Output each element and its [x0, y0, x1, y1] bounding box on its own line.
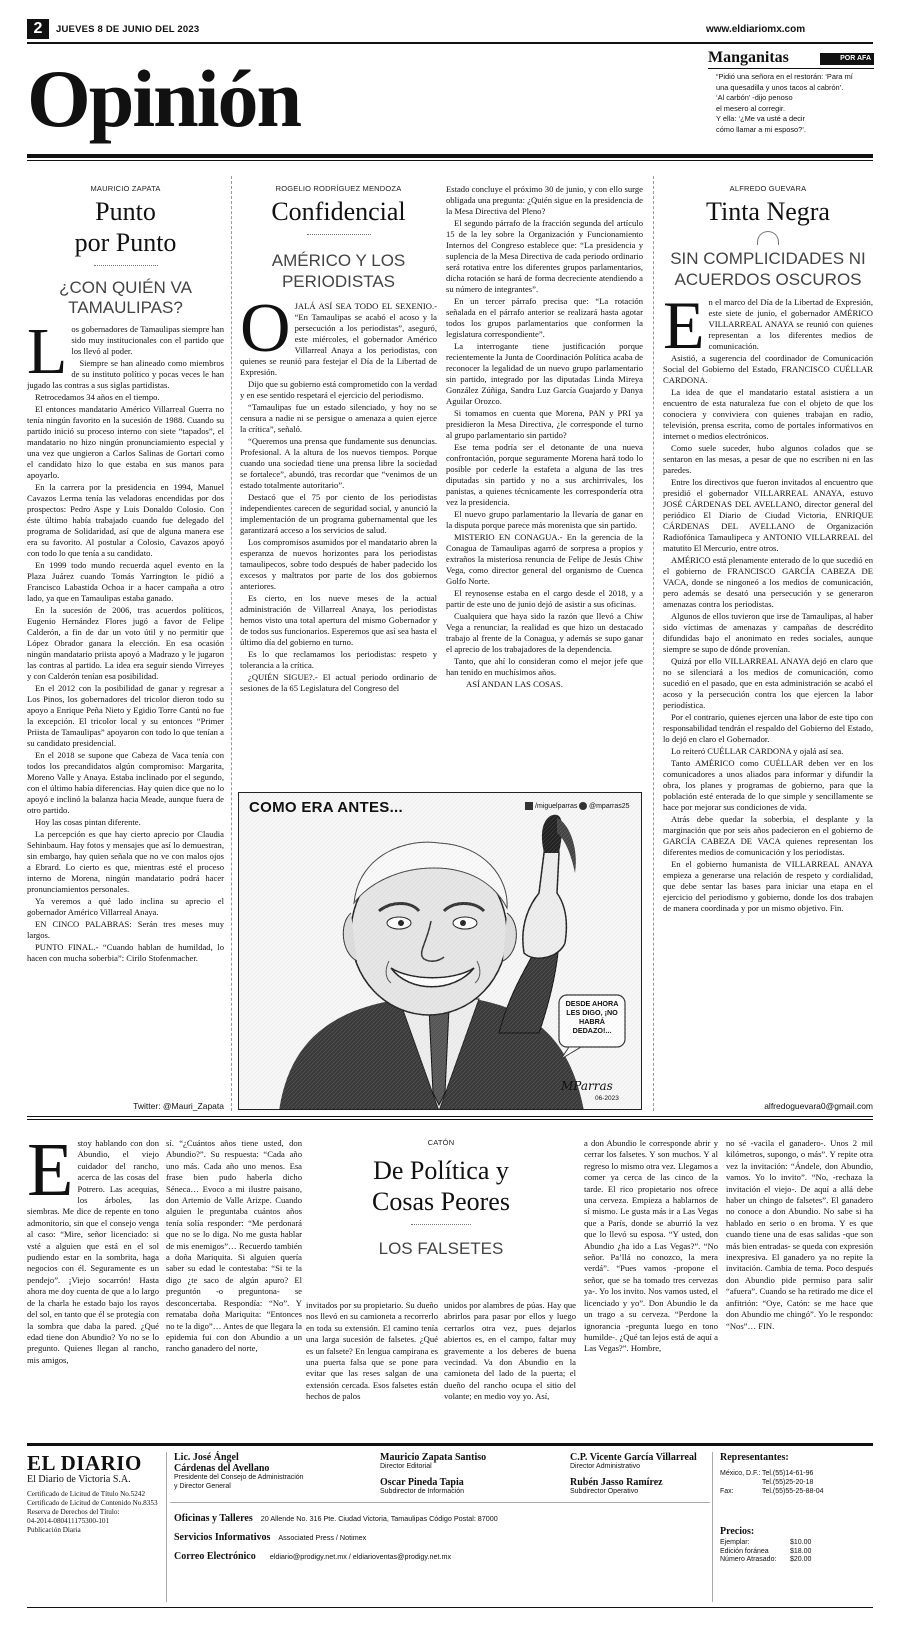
manganitas-box: [708, 46, 874, 150]
body-paragraph: Siempre se han alineado como miembros de su instituto político y pocas veces le han jugado las contras a sus siglas partidistas.: [27, 358, 224, 390]
body-paragraph: Es lo que reclamamos los periodistas: respeto y tolerancia a la crítica.: [240, 649, 437, 670]
email-value[interactable]: eldiario@prodigy.net.mx / eldiarioventas@prodigy.net.mx: [269, 1552, 452, 1561]
body-paragraph: En la carrera por la presidencia en 1994, Manuel Cavazos Lerma tenía las veladoras encendidas por dos prospectos: Pedro Aspe y Luis Donaldo Colosio. Con éste último había trabajado cuando fue delegado del programa de Solidaridad, así que de alguna manera ese era su favorito. Al postular a Colosio, Cavazos apoyó con todo lo que tenía a su candidato.: [27, 482, 224, 558]
column-title: De Política y: [373, 1156, 509, 1185]
body-paragraph: El segundo párrafo de la fracción segunda del artículo 15 de la ley sobre la Organización y Funcionamiento Internos del Congreso establece que: “La presidencia y suplencia de la Mesa Directiva de cada periodo ordinario será rotativa entre los diferentes grupos parlamentarios, dicha rotación se hará de forma decreciente atendiendo a su número de integrantes”.: [446, 218, 643, 294]
masthead-logo: EL DIARIO: [27, 1451, 142, 1475]
body-paragraph: Algunos de ellos tuvieron que irse de Tamaulipas, al haber sido víctimas de amenazas y campañas de descrédito difundidas bajo el anonimato en redes sociales, aunque siempre se supo de dónde provenían.: [663, 611, 873, 654]
staff-role: Director Editorial: [380, 1463, 432, 1470]
caton-header: [306, 1138, 576, 1259]
body-paragraph: Dijo que su gobierno está comprometido con la verdad y en ese sentido respetará el ejercicio del periodismo.: [240, 379, 437, 400]
staff-role: y Director General: [174, 1482, 231, 1490]
drop-cap: E: [663, 287, 705, 363]
body-paragraph: Hoy las cosas pintan diferente.: [35, 817, 141, 827]
section-rule: [27, 1119, 873, 1120]
legal-certifications: [27, 1490, 167, 1535]
services-value: Associated Press / Notimex: [278, 1533, 367, 1542]
body-paragraph: a don Abundio le corresponde abrir y cerrar los falsetes. Y son muchos. Y al regreso lo mismo otra vez. Llegamos a comer ya cerca de las cinco de la tarde. El rico propietario nos ofrece una cerveza. Empieza a hablarnos de sí mismo. Le gusta más ir a Las Vegas que a París, donde se aburrió la vez que lo llevó su esposa. “Y usted, don Abundio ¿ha ido a Las Vegas?”. “No señor. Pa’llá no conozco, la mera verdá”. “Pues vamos -propone el señor, que se ha tomado tres cervezas ya-. Yo los invito. Nos vamos usted, el licenciado y yo”. Don Abundio le da un trago a su cerveza. “Perdone la ignorancia -pregunta luego en tono humilde-. ¿Qué tan lejos está de aquí a Las Vegas?”. Hombre,: [584, 1138, 718, 1354]
body-paragraph: unidos por alambres de púas. Hay que abrirlos para pasar por ellos y luego cerrarlos otra vez, pues dejarlos abiertos es, en el campo, faltar muy gravemente a los deberes de buena vecindad. Va don Abundio en la camioneta del lado de la puerta; el dueño del rancho ocupa el sitio del volante; en medio voy yo. Así,: [444, 1300, 576, 1402]
website-url[interactable]: www.eldiariomx.com: [706, 24, 806, 35]
body-paragraph: Tanto AMÉRICO como CUÉLLAR deben ver en los comunicadores a unos aliados para informar y difundir la obra, los planes y programas de gobierno, para que la población esté enterada de lo que simple y sencillamente se hace por mejorar sus condiciones de vida.: [663, 758, 873, 812]
column-title: Confidencial: [271, 197, 406, 226]
body-paragraph: Es cierto, en los nueve meses de la actual administración de Villarreal Anaya, los periodistas hemos visto una total apertura del mismo Gobernador y de todos sus funcionarios. Esperemos que así sea hasta el último día del gobierno en turno.: [240, 593, 437, 647]
body-paragraph: Quizá por ello VILLARREAL ANAYA dejó en claro que no se silenciará a los medios de comunicación, como sucedió en el pasado, que en esta administración se acabó el acoso y la persecución contra los que ejercen la labor periodística.: [663, 656, 873, 710]
cartoon-speech-bubble: DESDE AHORA LES DIGO, ¡NO HABRÁ DEDAZO!...: [565, 999, 619, 1035]
body-paragraph: Cualquiera que haya sido la razón que llevó a Chiw Vega a renunciar, la realidad es que hizo un destacado trabajo al frente de la Conagua, y además se supo ganar el aprecio de los trabajadores de la dependencia.: [446, 611, 643, 654]
section-rule: [27, 1116, 873, 1117]
facebook-icon: [525, 802, 533, 810]
offices-label: Oficinas y Talleres: [174, 1513, 253, 1524]
header-rule-top: [27, 42, 873, 44]
column-title: Cosas Peores: [372, 1187, 510, 1216]
body-paragraph: Lo reiteró CUÉLLAR CARDONA y ojalá así sea.: [671, 746, 844, 756]
body-paragraph: MISTERIO EN CONAGUA.- En la gerencia de la Conagua de Tamaulipas agarró de sorpresa a propios y extraños la misteriosa renuncia de Felipe de Jesús Chiw Vega, como director general del organismo de Cuenca Golfo Norte.: [446, 532, 643, 586]
column-body: [27, 315, 224, 964]
staff-name: Mauricio Zapata Santiso: [380, 1452, 487, 1463]
footer-rule-bottom: [27, 1607, 873, 1608]
column-headline: SIN COMPLICIDADES NI ACUERDOS OSCUROS: [670, 249, 866, 289]
column-byline: MAURICIO ZAPATA: [90, 184, 161, 193]
column-headline: ¿CON QUIÉN VA TAMAULIPAS?: [59, 278, 192, 317]
body-paragraph: sí. “¿Cuántos años tiene usted, don Abundio?”. Su respuesta: “Cada año uno más. Cada año uno menos. Esa frase bien pudo haberla dicho Séneca… Evoco a mi ilustre paisano, don Artemio de Valle Arizpe. Cuando alguien le preguntaba cuántos años tenía solía responder: “Me perdonará que no se lo diga. No me gusta hablar de mis enemigos”… Recuerdo también a doña Mariquita. Si alguien quería saber su edad le contestaba: “Si te la digo ¿te saco de algún apuro? El preguntón -o preguntona- se desconcertaba. Respondía: “No”. Y remataba doña Mariquita: “Entonces no te la digo”… Antes de que llegara la epidemia fui con don Abundio a un rancho ganadero del norte,: [166, 1138, 302, 1354]
column-byline: ROGELIO RODRÍGUEZ MENDOZA: [275, 184, 402, 193]
caton-column-3: [306, 1300, 438, 1436]
staff-name: Oscar Pineda Tapia: [380, 1476, 464, 1488]
body-paragraph: “Tamaulipas fue un estado silenciado, y hoy no se censura a nadie ni se persigue o amenaza a quien ejerce la crítica”, señaló.: [240, 402, 437, 434]
price-row: Edición foránea $18.00: [720, 1547, 812, 1555]
prices-title: Precios:: [720, 1526, 755, 1537]
price-row: Número Atrasado: $20.00: [720, 1556, 812, 1563]
staff-role: Subdirector de Información: [380, 1487, 465, 1495]
rep-row: Tel.(55)25-20-18: [762, 1479, 814, 1486]
drop-cap: L: [27, 315, 68, 388]
body-paragraph: Atrás debe quedar la soberbia, el desplante y la marginación que por seis años padecieron en el gobierno de GARCÍA CABEZA DE VACA quienes representan los diferentes medios de comunicación y los periodistas.: [663, 814, 873, 857]
column-divider: [653, 176, 654, 1111]
body-paragraph: Los compromisos asumidos por el mandatario abren la esperanza de nuevos horizontes para los periodistas tamaulipecos, sobre todo después de haber padecido los excesos y maltratos por parte de los dos gobiernos anteriores.: [240, 537, 437, 591]
column-tinta-negra: [663, 184, 873, 1100]
rep-row: México, D.F.: Tel.(55)14-61-96: [720, 1470, 814, 1477]
column-headline: LOS FALSETES: [378, 1239, 504, 1258]
representatives: [720, 1452, 873, 1496]
body-paragraph: stoy hablando con don Abundio, el viejo cuidador del rancho, acerca de las cosas del Potrero. Las acequias, los árboles, las siembras. Me dice de repente en tono admonitorio, sin que el consejo venga al caso: “Mire, señor licenciado: si vsté a alguien que está en el sol pudiendo estar en la sombrita, haga negocios con él. Seguramente es un pendejo”. ¡Viejo socarrón! Hasta ahora me doy cuenta de que a lo largo de la charla he estado bajo los rayos del sol, en tanto que él se protegía con la sombra que daba la pared. ¿Qué edad tiene don Abundio? Yo no se lo pregunto. Quienes llegan al rancho, mis amigos,: [27, 1138, 159, 1365]
footer-inner-rule: [170, 1502, 710, 1503]
column-body: [663, 287, 873, 914]
body-paragraph: El nuevo grupo parlamentario la llevaría de ganar en la disputa porque parece más morenista que sin partido.: [446, 509, 643, 530]
masthead-logo-sub: El Diario de Victoria S.A.: [27, 1474, 131, 1485]
body-paragraph: En un tercer párrafo precisa que: “La rotación señalada en el párrafo anterior se realizará hasta agotar todos los grupos parlamentarios que conformen la legislatura correspondiente”.: [446, 296, 643, 339]
drop-cap: E: [27, 1138, 74, 1212]
column-headline: AMÉRICO Y LOS PERIODISTAS: [271, 251, 406, 291]
staff-editorial: [380, 1452, 560, 1496]
staff-name: C.P. Vicente García Villarreal: [570, 1452, 697, 1463]
cartoon-title: COMO ERA ANTES...: [249, 799, 403, 816]
representatives-title: Representantes:: [720, 1452, 789, 1463]
cartoon-social-facebook: /miguelparras: [525, 802, 577, 810]
footer-divider: [712, 1452, 713, 1602]
email-row: [174, 1546, 704, 1564]
staff-role: Presidente del Consejo de Administración: [174, 1474, 304, 1481]
caton-column-2: [166, 1138, 302, 1436]
body-paragraph: AMÉRICO está plenamente enterado de lo que sucedió en el gobierno de FRANCISCO GARCÍA CABEZA DE VACA, donde se ningoneó a los medios de comunicación, pero además se desató una persecución y se generaron amenazas contra los periodistas.: [663, 555, 873, 609]
body-paragraph: En el 2012 con la posibilidad de ganar y regresar a Los Pinos, los gobernadores del tricolor dieron todo su apoyo a Enrique Peña Nieto y Egidio Torre Cantú no fue la excepción. El tricolor local y su entonces “Primer Priista de Tamaulipas” apoyaron con todo lo que tenían a su candidato presidencial.: [27, 683, 224, 748]
manganitas-text: [716, 72, 853, 135]
caton-column-4: [444, 1300, 576, 1436]
column-byline: CATÓN: [427, 1138, 455, 1147]
cartoon-social-twitter: @mparras25: [579, 802, 630, 810]
header-rule-thick: [27, 154, 873, 158]
email-label: Correo Electrónico: [174, 1551, 256, 1562]
ornament-divider: [307, 234, 371, 235]
header-rule-thin: [27, 160, 873, 161]
twitter-icon: [579, 802, 587, 810]
body-paragraph: Por el contrario, quienes ejercen una labor de este tipo con responsabilidad tendrán el respaldo del Gobierno del Estado, lo dejó en claro el Gobernador.: [663, 712, 873, 744]
cartoon-signature: MParras: [561, 1079, 613, 1093]
drop-cap: O: [240, 290, 291, 367]
prices: [720, 1526, 873, 1565]
manganitas-line: ‘Al carbón’ -dijo penoso: [716, 93, 793, 102]
staff-role: Director Administrativo: [570, 1463, 641, 1470]
ornament-divider: [94, 265, 158, 266]
staff-name: Cárdenas del Avellano: [174, 1463, 270, 1474]
body-paragraph: ¿QUIÉN SIGUE?.- El actual periodo ordinario de sesiones de la 65 Legislatura del Congreso del: [240, 672, 437, 693]
body-paragraph: invitados por su propietario. Su dueño nos llevó en su camioneta a recorrerlo en toda su extensión. El camino tenía una larga sucesión de falsetes. ¿Qué es un falsete? En lengua campirana es una puerta falsa que se pone para evitar que las reses salgan de una extensión cercada. Esos falsetes están hechos de palos: [306, 1300, 438, 1402]
caton-column-6: [726, 1138, 873, 1436]
body-paragraph: En la sucesión de 2006, tras acuerdos políticos, Eugenio Hernández Flores jugó a favor de Felipe Calderón, a fin de dar un voto útil y no permitir que López Obrador ganara la elección. En esa ocasión ningún mandatario priista apoyó a Madrazo y le jugaron las contras al partido. La idea era seguir siendo Virreyes y con Calderón tenían esa posibilidad.: [27, 605, 224, 681]
author-email[interactable]: alfredoguevara0@gmail.com: [764, 1101, 873, 1111]
cartoon-date: 06-2023: [595, 1095, 619, 1102]
body-paragraph: En el gobierno humanista de VILLARREAL ANAYA empieza a generarse una relación de respeto y cordialidad, que debe sentar las bases para iniciar una etapa en el ejercicio del periodismo y gobierno, donde los dos trabajen de manera coordinada y por un mismo objetivo. Fin.: [663, 859, 873, 913]
column-title: por Punto: [74, 228, 177, 257]
manganitas-title: Manganitas: [708, 49, 789, 66]
manganitas-line: cómo llamar a mi esposo?’.: [716, 124, 806, 134]
manganitas-author: POR AFA: [840, 55, 871, 62]
column-body: [240, 290, 437, 694]
offices-row: [174, 1508, 704, 1526]
body-paragraph: n el marco del Día de la Libertad de Expresión, este siete de junio, el gobernador AMÉRICO VILLARREAL ANAYA se reunió con quienes representan a los diferentes medios de comunicación.: [708, 297, 873, 351]
page-number: 2: [27, 19, 49, 39]
manganitas-line: una quesadilla y unos tacos al cabrón’.: [716, 82, 844, 92]
footer-divider: [166, 1452, 167, 1602]
staff-president: [174, 1452, 364, 1491]
staff-admin: [570, 1452, 710, 1496]
column-punto-por-punto: [27, 184, 224, 1114]
issue-date: JUEVES 8 DE JUNIO DEL 2023: [56, 24, 200, 35]
cert-line: Publicación Diaria: [27, 1526, 81, 1534]
body-paragraph: Asistió, a sugerencia del coordinador de Comunicación Social del Gobierno del Estado, FRANCISCO CUÉLLAR CARDONA.: [663, 353, 873, 385]
column-title: Tinta Negra: [706, 197, 830, 226]
body-paragraph: ASÍ ANDAN LAS COSAS.: [466, 679, 563, 689]
body-paragraph: En el 2018 se supone que Cabeza de Vaca tenía con todos los precandidatos algún compromiso: Margarita, Moreno Valle y Anaya. Estaba inclinado por el segundo, con el último había diferencias. Hay quien dice que no lo apoyó e inclinó la balanza hacia Meade, aunque fuera de otro partido.: [27, 750, 224, 815]
editorial-cartoon: [238, 792, 642, 1110]
column-confidencial: [240, 184, 437, 784]
body-paragraph: La interrogante tiene justificación porque recientemente la Junta de Coordinación Política acaba de reconocer la legalidad de un nuevo grupo parlamentario sin partido, integrado por las diputadas Linda Mireya González Zúñiga, Sandra Luz García Guajardo y Danya Aguilar Orozco.: [446, 341, 643, 406]
body-paragraph: “Queremos una prensa que fundamente sus denuncias. Profesional. A la altura de los nuevos tiempos. Porque cuando una sociedad tiene una prensa libre la sociedad se fortalece”, abundó, tras recordar que “venimos de un estado totalmente autoritario”.: [240, 436, 437, 490]
manganitas-line: el mesero al corregir.: [716, 103, 786, 113]
column-confidencial-continued: [446, 184, 643, 784]
staff-name: Lic. José Ángel: [174, 1452, 239, 1463]
caton-column-5: [584, 1138, 718, 1436]
rep-row: Fax: Tel.(55)55-25-88-04: [720, 1488, 824, 1495]
body-paragraph: Si tomamos en cuenta que Morena, PAN y PRI ya presidieron la Mesa Directiva, ¿le corresponde el turno al grupo parlamentario sin partido?: [446, 408, 643, 440]
cert-line: 04-2014-080411175300-101: [27, 1517, 110, 1525]
caton-column-1: [27, 1138, 159, 1436]
body-paragraph: Ya veremos a qué lado inclina su aprecio el gobernador Américo Villarreal Anaya.: [27, 896, 224, 917]
body-paragraph: Ese tema podría ser el detonante de una nueva confrontación, porque seguramente Morena hará todo lo posible por cederle la estafeta a alguna de las tres diputadas sin partido y no a sus archirrivales, los panistas, a quienes técnicamente les correspondería otra vez la presidencia.: [446, 442, 643, 507]
cert-line: Certificado de Licitud de Contenido No.8353: [27, 1499, 158, 1507]
body-paragraph: La idea de que el mandatario estatal asistiera a un encuentro de esta naturaleza fue con el objeto de que los conociera y conviviera con quienes trabajan en radio, televisión, prensa escrita, como de portales informativos en internet o medios electrónicos.: [663, 387, 873, 441]
ornament-divider: [411, 1224, 471, 1225]
staff-name: Rubén Jasso Ramírez: [570, 1476, 663, 1488]
sun-ornament-icon: [757, 231, 779, 245]
body-paragraph: PUNTO FINAL.- “Cuando hablan de humildad, lo hacen con mucha soberbia”: Cirilo Stofenmacher.: [27, 942, 224, 963]
body-paragraph: JALÁ ASÍ SEA TODO EL SEXENIO.- “En Tamaulipas se acabó el acoso y la persecución a los periodistas”, aseguró, este miércoles, el gobernador Américo Villarreal Anaya a los periodistas, con quienes se reunió para festejar el Día de la Libertad de Expresión.: [240, 301, 437, 377]
body-paragraph: no sé -vacila el ganadero-. Unos 2 mil kilómetros, supongo, o más”. Y repite otra vez la invitación: “Ándele, don Abundio, vamos. Yo lo invito”. “No, -rechaza la invitación el viejo-. De aquí a allá debe haber un chingo de falsetes”. El ganadero no conoce a don Abundio. No sabe si ha hablado en serio o en broma. Y es que cuando tiene una de esas salidas -que son más bien entradas- se queda con expresión inexpresiva. El ganadero ya no repite la invitación. Cambia de tema. Poco después don Abundio pide permiso para salir “afuera”. Cuando se ha retirado me dice el anfitrión: “Oye, Catón: se me hace que don Abundio me chingó”. Yo le respondo: “Nos”… FIN.: [726, 1138, 873, 1331]
services-label: Servicios Informativos: [174, 1532, 271, 1543]
news-services-row: [174, 1527, 704, 1545]
section-title: Opinión: [27, 53, 301, 144]
column-byline: ALFREDO GUEVARA: [729, 184, 807, 193]
manganitas-line: Y ella: ‘¿Me va usté a decir: [716, 114, 806, 123]
body-paragraph: La percepción es que hay cierto aprecio por Claudia Sehinbaum. Hay fotos y mensajes que así lo demuestran, sin embargo, hay quien señala que no ve con malos ojos a Ebrard. Lo cierto es que, mientras esté el proceso interno de Morena, ningún mandatario podrá hacer pronunciamientos personales.: [27, 829, 224, 894]
body-paragraph: Destacó que el 75 por ciento de los periodistas independientes carecen de seguridad social, y anunció la implementación de un programa gubernamental que les garantizará acceso a los servicios de salud.: [240, 492, 437, 535]
staff-role: Subdirector Operativo: [570, 1487, 639, 1495]
manganitas-line: “Pidió una señora en el restorán: ‘Para mí: [716, 72, 853, 81]
body-paragraph: El entonces mandatario Américo Villarreal Guerra no tenía ningún favorito en la sucesión de 1988. Cuando su partido inició su proceso interno con siete “tapados”, el mandatario no hizo ningún pronunciamiento especial y una vez que ungieron a Carlos Salinas de Gortari como el candidato hizo lo que estaba en sus manos para apoyarlo.: [27, 404, 224, 480]
body-paragraph: Estado concluye el próximo 30 de junio, y con ello surge obligada una pregunta: ¿Quién sigue en la presidencia de la Mesa Directiva del Pleno?: [446, 184, 643, 216]
cartoon-drawing: [239, 793, 642, 1110]
cert-line: Reserva de Derechos del Título:: [27, 1508, 120, 1516]
twitter-handle[interactable]: Twitter: @Mauri_Zapata: [133, 1101, 224, 1111]
body-paragraph: EN CINCO PALABRAS: Serán tres meses muy largos.: [27, 919, 224, 940]
body-paragraph: os gobernadores de Tamaulipas siempre han sido muy institucionales con el partido que los llevó al poder.: [71, 324, 224, 356]
manganitas-author-badge: [820, 53, 874, 65]
body-paragraph: Tanto, que ahí lo consideran como el mejor jefe que han tenido en muchísimos años.: [446, 656, 643, 677]
body-paragraph: Como suele suceder, hubo algunos colados que se sentaron en las mesas, a pesar de que no escriben ni en las paredes.: [663, 443, 873, 475]
body-paragraph: Entre los directivos que fueron invitados al encuentro que presidió el gobernador VILLARREAL ANAYA, estuvo JOSÉ CÁRDENAS DEL AVELLANO, director general del periódico El Diario de Ciudad Victoria, ENRIQUE CÁRDENAS DEL AVELLANO de Organización Radiofónica Tamaulipeca y ANTONIO VILLARREAL del matutito El Mercurio, entre otros.: [663, 477, 873, 553]
offices-value: 20 Allende No. 316 Pte. Ciudad Victoria, Tamaulipas Código Postal: 87000: [260, 1514, 498, 1523]
column-title: Punto: [95, 197, 156, 226]
body-paragraph: En 1999 todo mundo recuerda aquel evento en la Plaza Juárez cuando Tomás Yarrington le pidió a Francisco Labastida Ochoa ir a hacer campaña a otro lado, ya que en Tamaulipas estaba ganado.: [27, 560, 224, 603]
column-divider: [231, 176, 232, 1111]
price-row: Ejemplar: $10.00: [720, 1539, 812, 1546]
body-paragraph: El reynosense estaba en el cargo desde el 2018, y a partir de este uno de junio dejó de asistir a sus oficinas.: [446, 588, 643, 609]
footer-rule-thick: [27, 1443, 873, 1446]
cert-line: Certificado de Licitud de Título No.5242: [27, 1490, 146, 1498]
body-paragraph: Retrocedamos 34 años en el tiempo.: [35, 392, 160, 402]
